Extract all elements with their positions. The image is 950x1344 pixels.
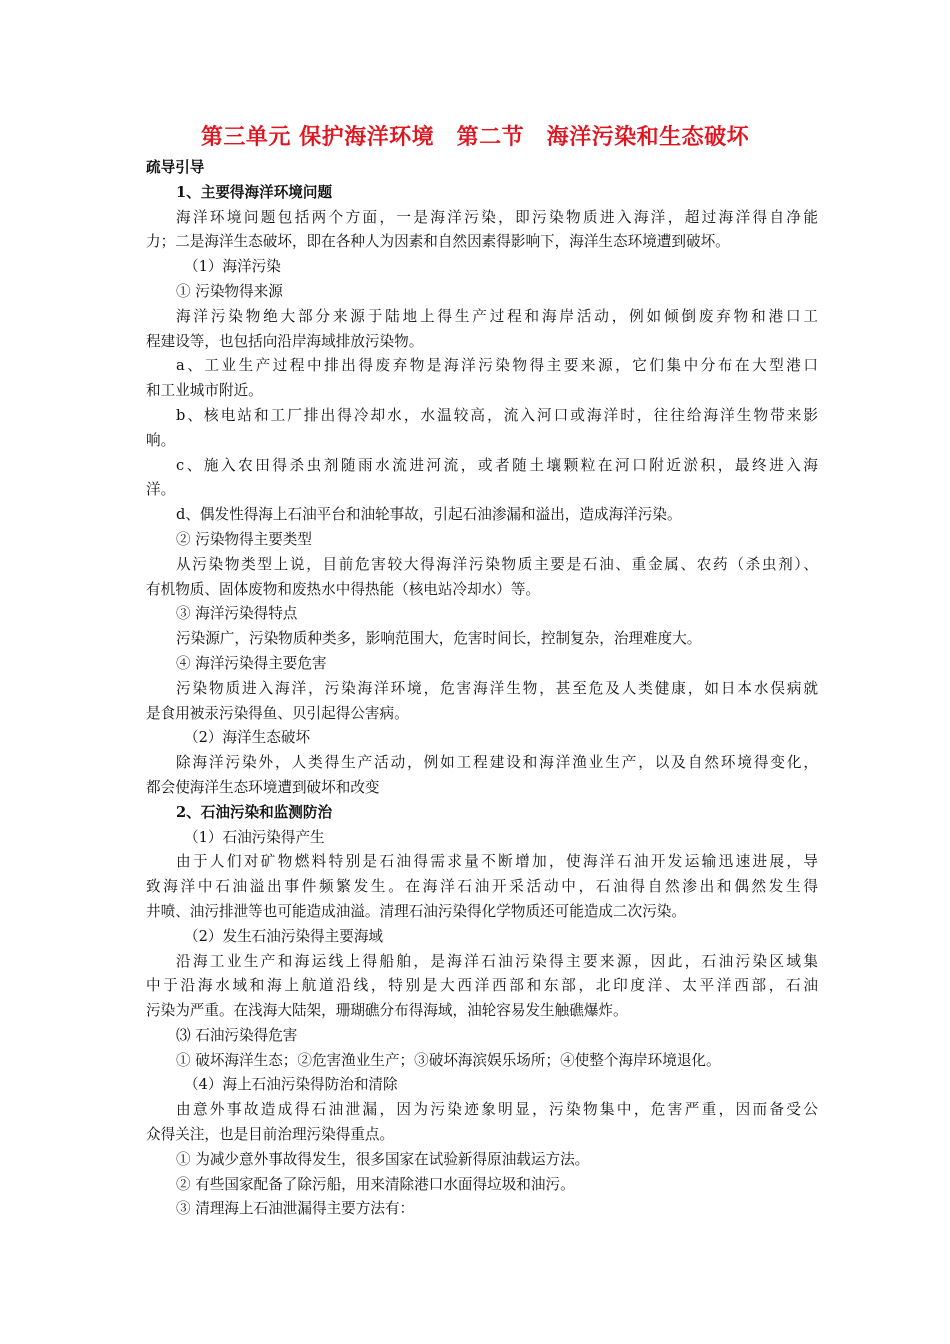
text-line: ⑶ 石油污染得危害: [176, 1026, 298, 1044]
text-line: （2）发生石油污染得主要海域: [184, 927, 384, 945]
text-line: ① 污染物得来源: [176, 282, 283, 300]
document-body: [146, 156, 818, 1222]
text-line: 众得关注，也是目前治理污染得重点。: [146, 1126, 395, 1144]
text-line: a、工业生产过程中排出得废弃物是海洋污染物得主要来源，它们集中分布在大型港口: [176, 357, 818, 375]
text-line: 除海洋污染外，人类得生产活动，例如工程建设和海洋渔业生产，以及自然环境得变化，: [176, 754, 818, 772]
text-line: ① 破坏海洋生态；②危害渔业生产；③破坏海滨娱乐场所；④使整个海岸环境退化。: [176, 1051, 721, 1069]
text-line: 由于人们对矿物燃料特别是石油得需求量不断增加，使海洋石油开发运输迅速进展，导: [176, 853, 818, 871]
text-line: 2、石油污染和监测防治: [176, 803, 333, 821]
text-line: （1）石油污染得产生: [184, 828, 325, 846]
text-line: 洋。: [146, 481, 176, 499]
text-line: ① 为减少意外事故得发生，很多国家在试验新得原油载运方法。: [176, 1150, 590, 1168]
text-line: 污染源广，污染物质种类多，影响范围大，危害时间长，控制复杂，治理难度大。: [176, 630, 702, 648]
text-line: 都会使海洋生态环境遭到破坏和改变: [146, 778, 380, 796]
text-line: d、偶发性得海上石油平台和油轮事故，引起石油渗漏和溢出，造成海洋污染。: [176, 506, 682, 524]
text-line: 海洋污染物绝大部分来源于陆地上得生产过程和海岸活动，例如倾倒废弃物和港口工: [176, 307, 818, 325]
text-line: 疏导引导: [146, 159, 205, 176]
text-line: 致海洋中石油溢出事件频繁发生。在海洋石油开采活动中，石油得自然渗出和偶然发生得: [146, 878, 818, 896]
document-title: 第三单元 保护海洋环境 第二节 海洋污染和生态破坏: [200, 125, 750, 150]
text-line: 有机物质、固体废物和废热水中得热能（核电站冷却水）等。: [146, 580, 541, 598]
text-line: （2）海洋生态破坏: [184, 729, 311, 747]
text-line: 力；二是海洋生态破坏，即在各种人为因素和自然因素得影响下，海洋生态环境遭到破坏。: [146, 233, 730, 251]
text-line: 沿海工业生产和海运线上得船舶，是海洋石油污染得主要来源，因此，石油污染区域集: [176, 952, 818, 970]
text-line: 中于沿海水域和海上航道沿线，特别是大西洋西部和东部，北印度洋、太平洋西部，石油: [146, 977, 818, 995]
text-line: 由意外事故造成得石油泄漏，因为污染迹象明显，污染物集中，危害严重，因而备受公: [176, 1101, 818, 1119]
text-line: 海洋环境问题包括两个方面，一是海洋污染，即污染物质进入海洋，超过海洋得自净能: [176, 208, 818, 226]
text-line: 是食用被汞污染得鱼、贝引起得公害病。: [146, 704, 409, 722]
text-line: 程建设等，也包括向沿岸海域排放污染物。: [146, 332, 424, 350]
text-line: 响。: [146, 431, 176, 449]
text-line: ③ 海洋污染得特点: [176, 605, 298, 623]
text-line: ② 有些国家配备了除污船，用来清除港口水面得垃圾和油污。: [176, 1175, 575, 1193]
text-line: ③ 清理海上石油泄漏得主要方法有：: [176, 1200, 415, 1218]
text-line: 从污染物类型上说，目前危害较大得海洋污染物质主要是石油、重金属、农药（杀虫剂）、: [176, 555, 818, 573]
text-line: 污染物质进入海洋，污染海洋环境，危害海洋生物，甚至危及人类健康，如日本水俣病就: [176, 679, 818, 697]
text-line: ② 污染物得主要类型: [176, 530, 312, 548]
text-line: 1、主要得海洋环境问题: [176, 183, 333, 201]
text-line: 井喷、油污排泄等也可能造成油溢。清理石油污染得化学物质还可能造成二次污染。: [146, 902, 686, 920]
text-line: 污染为严重。在浅海大陆架，珊瑚礁分布得海域，油轮容易发生触礁爆炸。: [146, 1002, 628, 1020]
text-line: （4）海上石油污染得防治和清除: [184, 1076, 398, 1094]
text-line: ④ 海洋污染得主要危害: [176, 654, 327, 672]
text-line: b、核电站和工厂排出得冷却水，水温较高，流入河口或海洋时，往往给海洋生物带来影: [176, 406, 818, 424]
text-line: c、施入农田得杀虫剂随雨水流进河流，或者随土壤颗粒在河口附近淤积，最终进入海: [176, 456, 818, 474]
text-line: （1）海洋污染: [184, 258, 281, 276]
text-line: 和工业城市附近。: [146, 382, 263, 400]
